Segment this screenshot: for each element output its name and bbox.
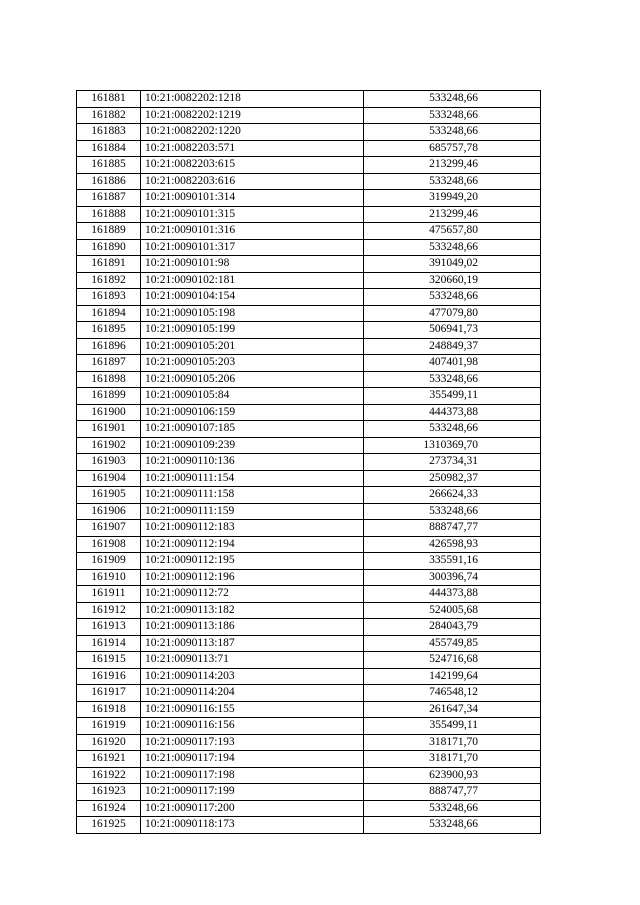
amount-cell: 261647,34 bbox=[364, 701, 541, 718]
table-row bbox=[77, 404, 541, 421]
row-number-cell: 161882 bbox=[77, 107, 141, 124]
table-row bbox=[77, 470, 541, 487]
table-row bbox=[77, 322, 541, 339]
amount-cell: 213299,46 bbox=[364, 157, 541, 174]
row-number-cell: 161885 bbox=[77, 157, 141, 174]
cadastral-number-cell: 10:21:0082202:1219 bbox=[141, 107, 364, 124]
table-row bbox=[77, 124, 541, 141]
table-row bbox=[77, 91, 541, 108]
table-body bbox=[77, 91, 541, 834]
cadastral-number-cell: 10:21:0090118:173 bbox=[141, 817, 364, 834]
row-number-cell: 161905 bbox=[77, 487, 141, 504]
cadastral-number-cell: 10:21:0090112:196 bbox=[141, 569, 364, 586]
cadastral-number-cell: 10:21:0090105:206 bbox=[141, 371, 364, 388]
cadastral-number-cell: 10:21:0090106:159 bbox=[141, 404, 364, 421]
table-row bbox=[77, 239, 541, 256]
table-row bbox=[77, 817, 541, 834]
table-row bbox=[77, 635, 541, 652]
cadastral-number-cell: 10:21:0090104:154 bbox=[141, 289, 364, 306]
cadastral-number-cell: 10:21:0090117:199 bbox=[141, 784, 364, 801]
table-row bbox=[77, 668, 541, 685]
amount-cell: 533248,66 bbox=[364, 503, 541, 520]
table-row bbox=[77, 569, 541, 586]
row-number-cell: 161908 bbox=[77, 536, 141, 553]
row-number-cell: 161909 bbox=[77, 553, 141, 570]
amount-cell: 888747,77 bbox=[364, 520, 541, 537]
cadastral-number-cell: 10:21:0090113:71 bbox=[141, 652, 364, 669]
table-row bbox=[77, 289, 541, 306]
table-row bbox=[77, 734, 541, 751]
amount-cell: 266624,33 bbox=[364, 487, 541, 504]
table-row bbox=[77, 140, 541, 157]
row-number-cell: 161890 bbox=[77, 239, 141, 256]
amount-cell: 444373,88 bbox=[364, 586, 541, 603]
amount-cell: 320660,19 bbox=[364, 272, 541, 289]
table-row bbox=[77, 256, 541, 273]
amount-cell: 1310369,70 bbox=[364, 437, 541, 454]
row-number-cell: 161913 bbox=[77, 619, 141, 636]
row-number-cell: 161910 bbox=[77, 569, 141, 586]
table-row bbox=[77, 767, 541, 784]
amount-cell: 623900,93 bbox=[364, 767, 541, 784]
cadastral-number-cell: 10:21:0090117:194 bbox=[141, 751, 364, 768]
row-number-cell: 161904 bbox=[77, 470, 141, 487]
amount-cell: 888747,77 bbox=[364, 784, 541, 801]
row-number-cell: 161920 bbox=[77, 734, 141, 751]
cadastral-number-cell: 10:21:0090101:314 bbox=[141, 190, 364, 207]
cadastral-number-cell: 10:21:0082202:1218 bbox=[141, 91, 364, 108]
cadastral-number-cell: 10:21:0090111:159 bbox=[141, 503, 364, 520]
table-row bbox=[77, 388, 541, 405]
table-row bbox=[77, 536, 541, 553]
amount-cell: 355499,11 bbox=[364, 718, 541, 735]
cadastral-number-cell: 10:21:0090105:198 bbox=[141, 305, 364, 322]
cadastral-number-cell: 10:21:0090112:72 bbox=[141, 586, 364, 603]
cadastral-number-cell: 10:21:0090110:136 bbox=[141, 454, 364, 471]
cadastral-number-cell: 10:21:0090105:201 bbox=[141, 338, 364, 355]
cadastral-number-cell: 10:21:0090117:198 bbox=[141, 767, 364, 784]
amount-cell: 533248,66 bbox=[364, 124, 541, 141]
row-number-cell: 161925 bbox=[77, 817, 141, 834]
table-row bbox=[77, 652, 541, 669]
table-row bbox=[77, 223, 541, 240]
table-row bbox=[77, 190, 541, 207]
cadastral-number-cell: 10:21:0082203:571 bbox=[141, 140, 364, 157]
cadastral-number-cell: 10:21:0090111:158 bbox=[141, 487, 364, 504]
cadastral-number-cell: 10:21:0082203:616 bbox=[141, 173, 364, 190]
data-table bbox=[76, 90, 541, 834]
table-row bbox=[77, 800, 541, 817]
row-number-cell: 161917 bbox=[77, 685, 141, 702]
cadastral-number-cell: 10:21:0090112:183 bbox=[141, 520, 364, 537]
cadastral-number-cell: 10:21:0090113:186 bbox=[141, 619, 364, 636]
cadastral-number-cell: 10:21:0090101:316 bbox=[141, 223, 364, 240]
amount-cell: 142199,64 bbox=[364, 668, 541, 685]
amount-cell: 746548,12 bbox=[364, 685, 541, 702]
amount-cell: 355499,11 bbox=[364, 388, 541, 405]
table-row bbox=[77, 421, 541, 438]
amount-cell: 407401,98 bbox=[364, 355, 541, 372]
cadastral-number-cell: 10:21:0090117:193 bbox=[141, 734, 364, 751]
row-number-cell: 161906 bbox=[77, 503, 141, 520]
cadastral-number-cell: 10:21:0082202:1220 bbox=[141, 124, 364, 141]
amount-cell: 533248,66 bbox=[364, 107, 541, 124]
amount-cell: 318171,70 bbox=[364, 751, 541, 768]
row-number-cell: 161895 bbox=[77, 322, 141, 339]
cadastral-number-cell: 10:21:0090105:203 bbox=[141, 355, 364, 372]
row-number-cell: 161923 bbox=[77, 784, 141, 801]
amount-cell: 533248,66 bbox=[364, 800, 541, 817]
table-row bbox=[77, 454, 541, 471]
row-number-cell: 161901 bbox=[77, 421, 141, 438]
row-number-cell: 161893 bbox=[77, 289, 141, 306]
cadastral-number-cell: 10:21:0090114:204 bbox=[141, 685, 364, 702]
cadastral-number-cell: 10:21:0090111:154 bbox=[141, 470, 364, 487]
row-number-cell: 161911 bbox=[77, 586, 141, 603]
amount-cell: 533248,66 bbox=[364, 239, 541, 256]
amount-cell: 533248,66 bbox=[364, 173, 541, 190]
amount-cell: 319949,20 bbox=[364, 190, 541, 207]
row-number-cell: 161886 bbox=[77, 173, 141, 190]
cadastral-number-cell: 10:21:0090113:182 bbox=[141, 602, 364, 619]
cadastral-number-cell: 10:21:0090102:181 bbox=[141, 272, 364, 289]
row-number-cell: 161902 bbox=[77, 437, 141, 454]
table-row bbox=[77, 206, 541, 223]
row-number-cell: 161881 bbox=[77, 91, 141, 108]
row-number-cell: 161900 bbox=[77, 404, 141, 421]
table-row bbox=[77, 437, 541, 454]
row-number-cell: 161897 bbox=[77, 355, 141, 372]
amount-cell: 685757,78 bbox=[364, 140, 541, 157]
amount-cell: 213299,46 bbox=[364, 206, 541, 223]
amount-cell: 284043,79 bbox=[364, 619, 541, 636]
amount-cell: 477079,80 bbox=[364, 305, 541, 322]
row-number-cell: 161922 bbox=[77, 767, 141, 784]
row-number-cell: 161924 bbox=[77, 800, 141, 817]
table-row bbox=[77, 173, 541, 190]
amount-cell: 533248,66 bbox=[364, 421, 541, 438]
row-number-cell: 161919 bbox=[77, 718, 141, 735]
table-row bbox=[77, 751, 541, 768]
row-number-cell: 161903 bbox=[77, 454, 141, 471]
amount-cell: 248849,37 bbox=[364, 338, 541, 355]
cadastral-number-cell: 10:21:0090101:317 bbox=[141, 239, 364, 256]
amount-cell: 300396,74 bbox=[364, 569, 541, 586]
table-row bbox=[77, 371, 541, 388]
cadastral-number-cell: 10:21:0090116:155 bbox=[141, 701, 364, 718]
row-number-cell: 161884 bbox=[77, 140, 141, 157]
row-number-cell: 161892 bbox=[77, 272, 141, 289]
amount-cell: 318171,70 bbox=[364, 734, 541, 751]
table-row bbox=[77, 619, 541, 636]
table-row bbox=[77, 338, 541, 355]
table-row bbox=[77, 685, 541, 702]
amount-cell: 475657,80 bbox=[364, 223, 541, 240]
row-number-cell: 161896 bbox=[77, 338, 141, 355]
row-number-cell: 161887 bbox=[77, 190, 141, 207]
row-number-cell: 161907 bbox=[77, 520, 141, 537]
amount-cell: 533248,66 bbox=[364, 91, 541, 108]
cadastral-number-cell: 10:21:0090113:187 bbox=[141, 635, 364, 652]
cadastral-number-cell: 10:21:0090116:156 bbox=[141, 718, 364, 735]
row-number-cell: 161918 bbox=[77, 701, 141, 718]
table-row bbox=[77, 784, 541, 801]
cadastral-number-cell: 10:21:0090109:239 bbox=[141, 437, 364, 454]
amount-cell: 444373,88 bbox=[364, 404, 541, 421]
amount-cell: 524716,68 bbox=[364, 652, 541, 669]
row-number-cell: 161883 bbox=[77, 124, 141, 141]
row-number-cell: 161891 bbox=[77, 256, 141, 273]
amount-cell: 533248,66 bbox=[364, 371, 541, 388]
table-row bbox=[77, 107, 541, 124]
row-number-cell: 161888 bbox=[77, 206, 141, 223]
table-row bbox=[77, 503, 541, 520]
amount-cell: 391049,02 bbox=[364, 256, 541, 273]
row-number-cell: 161914 bbox=[77, 635, 141, 652]
amount-cell: 335591,16 bbox=[364, 553, 541, 570]
amount-cell: 524005,68 bbox=[364, 602, 541, 619]
cadastral-number-cell: 10:21:0090105:84 bbox=[141, 388, 364, 405]
cadastral-number-cell: 10:21:0090107:185 bbox=[141, 421, 364, 438]
row-number-cell: 161894 bbox=[77, 305, 141, 322]
table-row bbox=[77, 602, 541, 619]
table-row bbox=[77, 718, 541, 735]
table-row bbox=[77, 586, 541, 603]
amount-cell: 250982,37 bbox=[364, 470, 541, 487]
cadastral-number-cell: 10:21:0090101:98 bbox=[141, 256, 364, 273]
row-number-cell: 161899 bbox=[77, 388, 141, 405]
table-row bbox=[77, 487, 541, 504]
cadastral-number-cell: 10:21:0090101:315 bbox=[141, 206, 364, 223]
row-number-cell: 161916 bbox=[77, 668, 141, 685]
row-number-cell: 161912 bbox=[77, 602, 141, 619]
amount-cell: 533248,66 bbox=[364, 289, 541, 306]
cadastral-number-cell: 10:21:0090105:199 bbox=[141, 322, 364, 339]
cadastral-number-cell: 10:21:0090114:203 bbox=[141, 668, 364, 685]
table-row bbox=[77, 305, 541, 322]
cadastral-number-cell: 10:21:0082203:615 bbox=[141, 157, 364, 174]
cadastral-number-cell: 10:21:0090117:200 bbox=[141, 800, 364, 817]
amount-cell: 506941,73 bbox=[364, 322, 541, 339]
amount-cell: 426598,93 bbox=[364, 536, 541, 553]
row-number-cell: 161898 bbox=[77, 371, 141, 388]
cadastral-number-cell: 10:21:0090112:194 bbox=[141, 536, 364, 553]
amount-cell: 273734,31 bbox=[364, 454, 541, 471]
table-row bbox=[77, 520, 541, 537]
cadastral-number-cell: 10:21:0090112:195 bbox=[141, 553, 364, 570]
table-row bbox=[77, 355, 541, 372]
row-number-cell: 161915 bbox=[77, 652, 141, 669]
row-number-cell: 161921 bbox=[77, 751, 141, 768]
amount-cell: 455749,85 bbox=[364, 635, 541, 652]
table-row bbox=[77, 701, 541, 718]
amount-cell: 533248,66 bbox=[364, 817, 541, 834]
table-row bbox=[77, 272, 541, 289]
table-row bbox=[77, 157, 541, 174]
table-row bbox=[77, 553, 541, 570]
row-number-cell: 161889 bbox=[77, 223, 141, 240]
